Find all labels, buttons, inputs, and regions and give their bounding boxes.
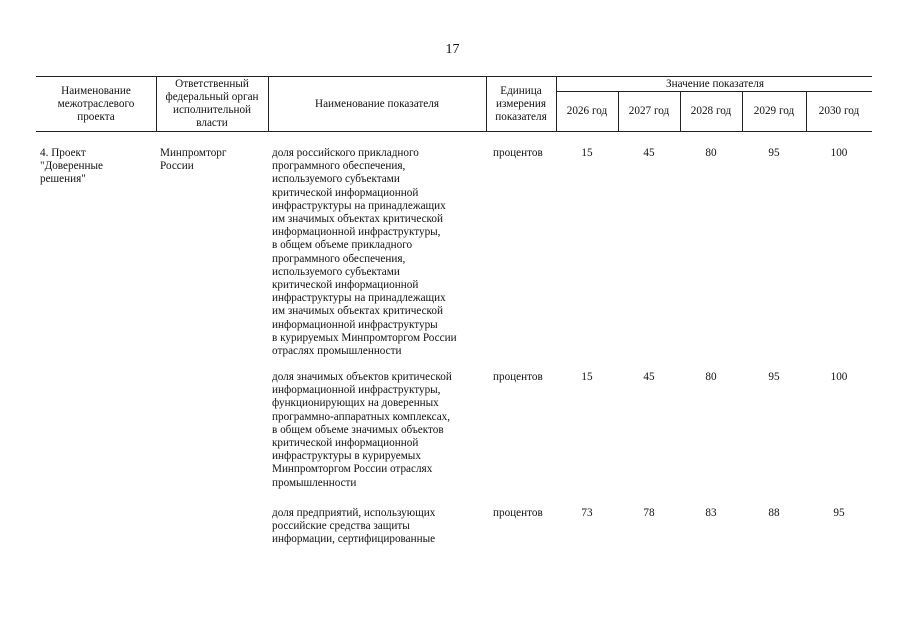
header-year-2026: 2026 год xyxy=(566,105,608,117)
value-cell: 95 xyxy=(833,507,845,519)
value-cell: 73 xyxy=(581,507,593,519)
value-cell: 78 xyxy=(643,507,655,519)
value-cell: 15 xyxy=(581,147,593,159)
header-indicator: Наименование показателя xyxy=(315,98,439,110)
value-cell: 100 xyxy=(830,147,848,159)
value-cell: 88 xyxy=(768,507,780,519)
value-cell: 80 xyxy=(705,147,717,159)
value-cell: 95 xyxy=(768,371,780,383)
header-authority: Ответственный федеральный орган исполнительной власти xyxy=(165,78,259,129)
header-project: Наименование межотраслевого проекта xyxy=(57,85,135,123)
page-number: 17 xyxy=(445,42,460,57)
unit-cell: процентов xyxy=(493,371,543,383)
header-year-2027: 2027 год xyxy=(628,105,670,117)
table-top-border xyxy=(36,76,872,77)
authority-cell: Минпромторг России xyxy=(160,147,227,173)
value-cell: 45 xyxy=(643,371,655,383)
unit-cell: процентов xyxy=(493,147,543,159)
value-cell: 83 xyxy=(705,507,717,519)
value-cell: 15 xyxy=(581,371,593,383)
values-group-divider xyxy=(556,91,872,92)
col-divider-2 xyxy=(268,76,269,131)
header-values-group: Значение показателя xyxy=(666,78,764,90)
unit-cell: процентов xyxy=(493,507,543,519)
value-cell: 80 xyxy=(705,371,717,383)
header-bottom-border xyxy=(36,131,872,132)
header-year-2028: 2028 год xyxy=(690,105,732,117)
header-unit: Единица измерения показателя xyxy=(495,85,547,123)
col-divider-1 xyxy=(156,76,157,131)
col-divider-4 xyxy=(556,76,557,131)
header-year-2029: 2029 год xyxy=(753,105,795,117)
indicator-cell: доля значимых объектов критической информационной инфраструктуры, функционирующих на доверенных программно-аппаратных комплексах, в общем объеме значимых объектов критической информационной инфраструктуры в курируемых Минпромторгом России отраслях промышленности xyxy=(272,371,452,489)
value-cell: 95 xyxy=(768,147,780,159)
value-cell: 45 xyxy=(643,147,655,159)
indicator-cell: доля российского прикладного программного обеспечения, используемого субъектами критической информационной инфраструктуры на принадлежащих им значимых объектах критической информационной инфраструктуры, в общем объеме прикладного программного обеспечения, используемого субъектами критической информационной инфраструктуры на принадлежащих им значимых объектах критической информационной инфраструктуры в курируемых Минпромторгом России отраслях промышленности xyxy=(272,147,457,358)
col-divider-3 xyxy=(486,76,487,131)
header-year-2030: 2030 год xyxy=(818,105,860,117)
indicator-cell: доля предприятий, использующих российские средства защиты информации, сертифицированные xyxy=(272,507,436,546)
project-name-cell: 4. Проект "Доверенные решения" xyxy=(40,147,103,186)
value-cell: 100 xyxy=(830,371,848,383)
